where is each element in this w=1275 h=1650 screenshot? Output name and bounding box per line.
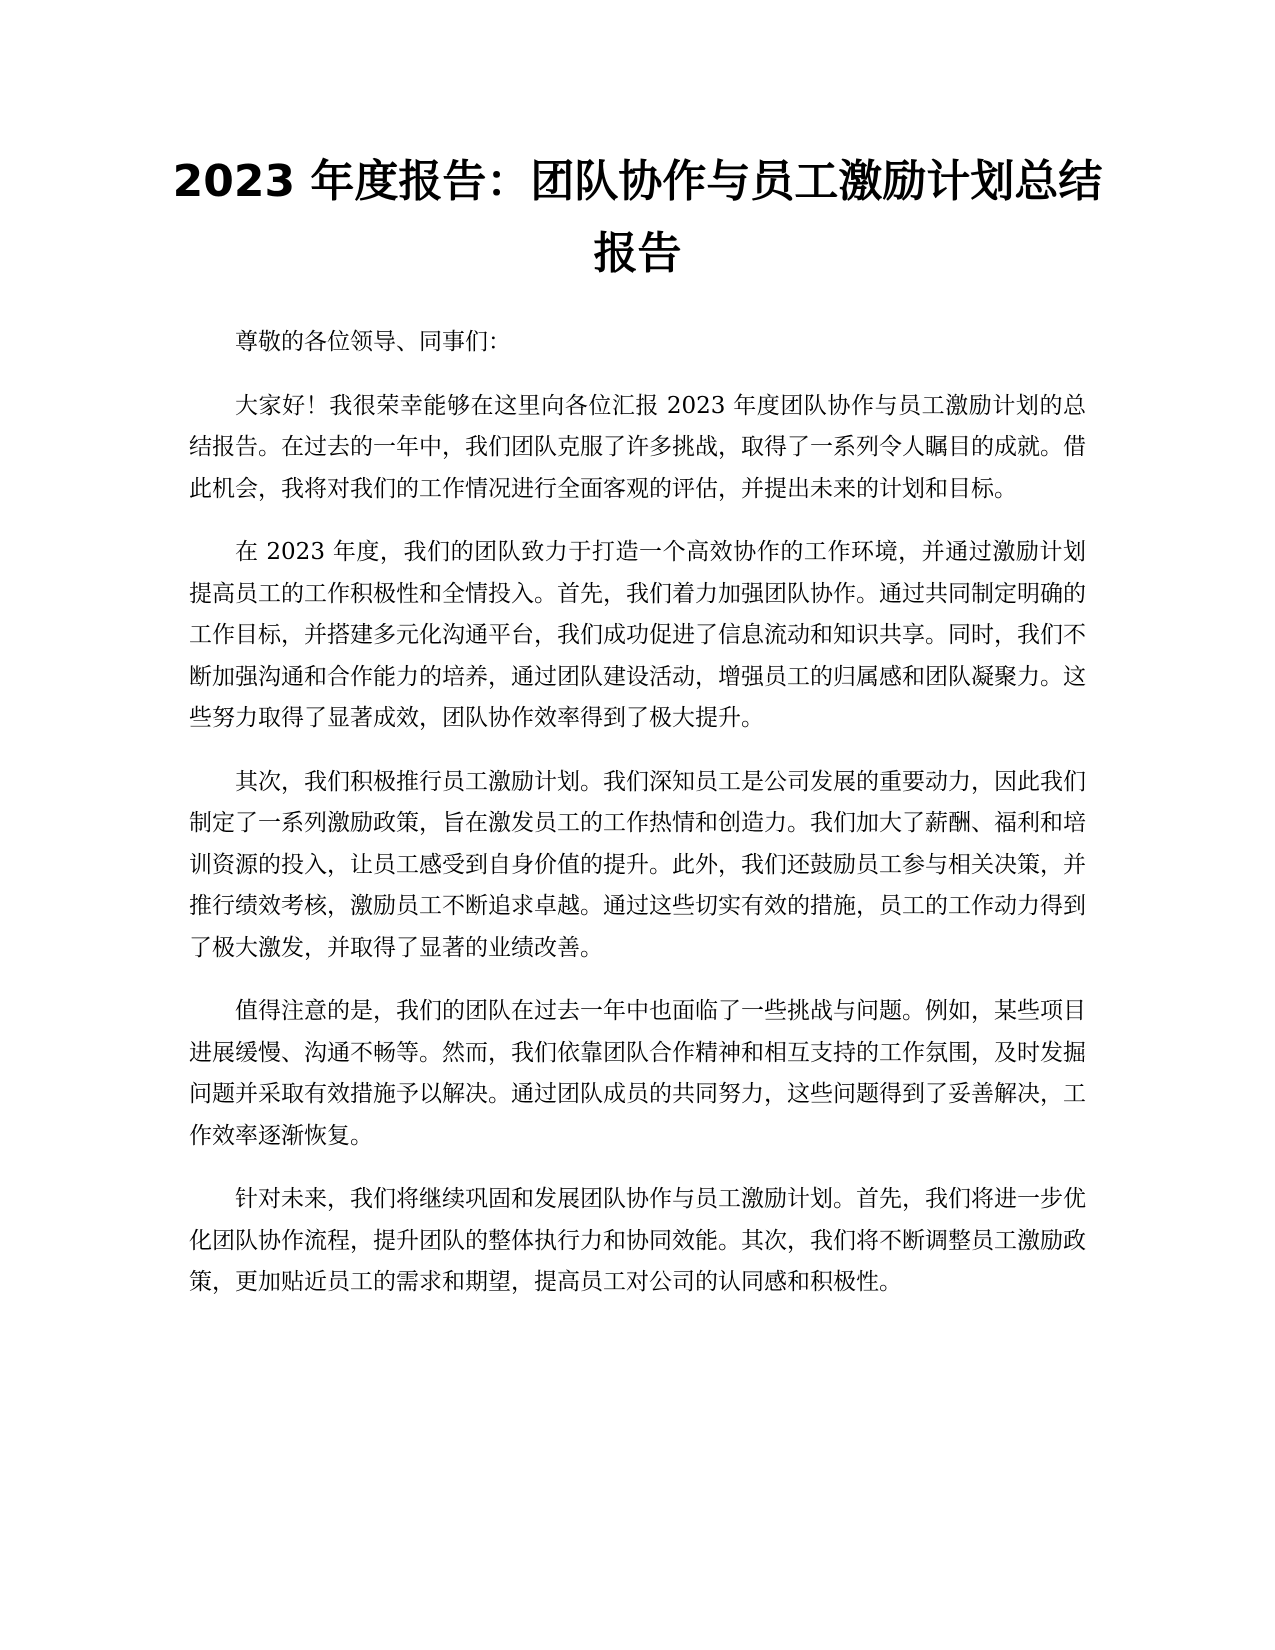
- paragraph-3: 其次，我们积极推行员工激励计划。我们深知员工是公司发展的重要动力，因此我们制定了一系列激励政策，旨在激发员工的工作热情和创造力。我们加大了薪酬、福利和培训资源的投入，让员工感受到自身价值的提升。此外，我们还鼓励员工参与相关决策，并推行绩效考核，激励员工不断追求卓越。通过这些切实有效的措施，员工的工作动力得到了极大激发，并取得了显著的业绩改善。: [189, 768, 1086, 961]
- salutation: 尊敬的各位领导、同事们：: [235, 329, 511, 355]
- document-title: 2023 年度报告：团队协作与员工激励计划总结报告: [172, 156, 1103, 279]
- paragraph-2: 在 2023 年度，我们的团队致力于打造一个高效协作的工作环境，并通过激励计划提高员工的工作积极性和全情投入。首先，我们着力加强团队协作。通过共同制定明确的工作目标，并搭建多元化沟通平台，我们成功促进了信息流动和知识共享。同时，我们不断加强沟通和合作能力的培养，通过团队建设活动，增强员工的归属感和团队凝聚力。这些努力取得了显著成效，团队协作效率得到了极大提升。: [189, 539, 1086, 731]
- paragraph-5: 针对未来，我们将继续巩固和发展团队协作与员工激励计划。首先，我们将进一步优化团队协作流程，提升团队的整体执行力和协同效能。其次，我们将不断调整员工激励政策，更加贴近员工的需求和期望，提高员工对公司的认同感和积极性。: [189, 1186, 1086, 1295]
- paragraph-4: 值得注意的是，我们的团队在过去一年中也面临了一些挑战与问题。例如，某些项目进展缓慢、沟通不畅等。然而，我们依靠团队合作精神和相互支持的工作氛围，及时发掘问题并采取有效措施予以解决。通过团队成员的共同努力，这些问题得到了妥善解决，工作效率逐渐恢复。: [189, 998, 1086, 1149]
- document-body: [189, 322, 1086, 1326]
- paragraph-1: 大家好！我很荣幸能够在这里向各位汇报 2023 年度团队协作与员工激励计划的总结报告。在过去的一年中，我们团队克服了许多挑战，取得了一系列令人瞩目的成就。借此机会，我将对我们的工作情况进行全面客观的评估，并提出未来的计划和目标。: [189, 392, 1086, 502]
